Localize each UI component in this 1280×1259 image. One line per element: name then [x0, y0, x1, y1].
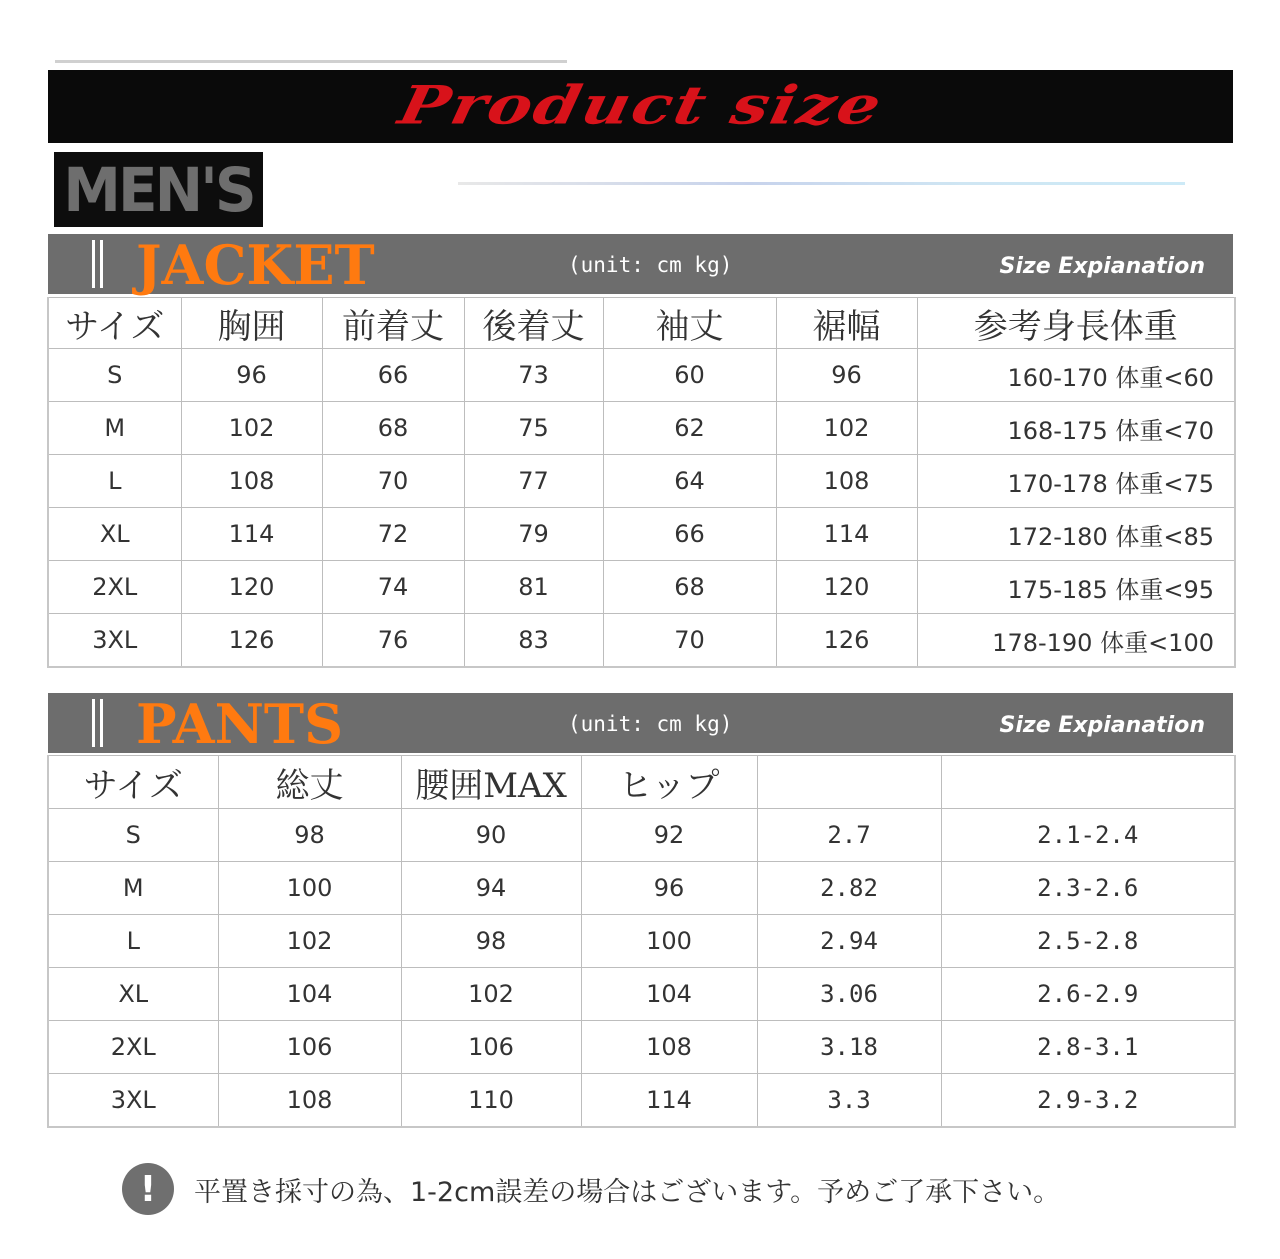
- table-row: [48, 561, 1235, 614]
- table-row: [48, 915, 1235, 968]
- table-cell: 64: [603, 455, 776, 508]
- col-header-sleeve: 袖丈: [603, 298, 776, 349]
- table-cell: 73: [464, 349, 603, 402]
- pants-size-table: [47, 755, 1236, 1128]
- table-cell: 3XL: [48, 1074, 218, 1128]
- col-header-total-length: 総丈: [218, 756, 401, 809]
- table-cell: 178-190 体重<100: [917, 614, 1235, 668]
- table-row: [48, 1021, 1235, 1074]
- table-row: [48, 614, 1235, 668]
- table-cell: 81: [464, 561, 603, 614]
- col-header-reference: 参考身長体重: [917, 298, 1235, 349]
- col-header-back-length: 後着丈: [464, 298, 603, 349]
- table-cell: 68: [322, 402, 464, 455]
- table-cell: 2.3-2.6: [941, 862, 1235, 915]
- table-cell: L: [48, 915, 218, 968]
- exclamation-icon: !: [122, 1163, 174, 1215]
- table-cell: 126: [776, 614, 917, 668]
- table-cell: 104: [581, 968, 757, 1021]
- jacket-header: [48, 233, 1233, 297]
- table-cell: 75: [464, 402, 603, 455]
- pants-size-explanation: Size Expianation: [999, 713, 1205, 738]
- table-cell: 160-170 体重<60: [917, 349, 1235, 402]
- table-cell: 2.9-3.2: [941, 1074, 1235, 1128]
- table-cell: 170-178 体重<75: [917, 455, 1235, 508]
- table-cell: 102: [218, 915, 401, 968]
- table-cell: 2XL: [48, 1021, 218, 1074]
- table-cell: 98: [401, 915, 581, 968]
- table-cell: 175-185 体重<95: [917, 561, 1235, 614]
- table-cell: 92: [581, 809, 757, 862]
- table-cell: 114: [776, 508, 917, 561]
- table-cell: 120: [181, 561, 322, 614]
- table-cell: 96: [776, 349, 917, 402]
- table-cell: 114: [581, 1074, 757, 1128]
- table-cell: 66: [603, 508, 776, 561]
- product-size-banner: [48, 70, 1233, 143]
- table-cell: 102: [401, 968, 581, 1021]
- table-row: [48, 508, 1235, 561]
- table-cell: 2.94: [757, 915, 941, 968]
- table-cell: 3.18: [757, 1021, 941, 1074]
- table-row: [48, 455, 1235, 508]
- table-cell: XL: [48, 968, 218, 1021]
- table-cell: 68: [603, 561, 776, 614]
- table-cell: 96: [581, 862, 757, 915]
- col-header-empty: [941, 756, 1235, 809]
- table-row: [48, 402, 1235, 455]
- jacket-unit: (unit: cm kg): [568, 253, 733, 277]
- table-cell: 70: [603, 614, 776, 668]
- table-cell: 108: [181, 455, 322, 508]
- table-cell: 120: [776, 561, 917, 614]
- table-cell: 106: [218, 1021, 401, 1074]
- table-cell: 74: [322, 561, 464, 614]
- table-header-row: [48, 756, 1235, 809]
- table-cell: 2.82: [757, 862, 941, 915]
- table-cell: 114: [181, 508, 322, 561]
- col-header-hip: ヒップ: [581, 756, 757, 809]
- table-row: [48, 349, 1235, 402]
- table-cell: 79: [464, 508, 603, 561]
- header-bars-icon: [92, 240, 106, 288]
- table-cell: S: [48, 809, 218, 862]
- table-cell: 62: [603, 402, 776, 455]
- table-cell: 100: [581, 915, 757, 968]
- col-header-front-length: 前着丈: [322, 298, 464, 349]
- table-cell: 77: [464, 455, 603, 508]
- table-cell: 94: [401, 862, 581, 915]
- table-cell: 2.1-2.4: [941, 809, 1235, 862]
- table-cell: 60: [603, 349, 776, 402]
- table-cell: M: [48, 862, 218, 915]
- table-cell: 110: [401, 1074, 581, 1128]
- jacket-title: JACKET: [136, 233, 375, 297]
- table-cell: 168-175 体重<70: [917, 402, 1235, 455]
- col-header-waist-max: 腰囲MAX: [401, 756, 581, 809]
- table-cell: 172-180 体重<85: [917, 508, 1235, 561]
- table-row: [48, 862, 1235, 915]
- table-cell: 76: [322, 614, 464, 668]
- table-cell: M: [48, 402, 181, 455]
- table-cell: S: [48, 349, 181, 402]
- table-cell: 126: [181, 614, 322, 668]
- table-cell: 102: [181, 402, 322, 455]
- table-cell: 3.3: [757, 1074, 941, 1128]
- table-cell: 108: [581, 1021, 757, 1074]
- col-header-size: サイズ: [48, 298, 181, 349]
- table-cell: 96: [181, 349, 322, 402]
- col-header-empty: [757, 756, 941, 809]
- measurement-note: [122, 1163, 1060, 1215]
- table-cell: 98: [218, 809, 401, 862]
- pants-title: PANTS: [136, 692, 344, 756]
- gradient-divider: [458, 182, 1185, 185]
- table-cell: 72: [322, 508, 464, 561]
- table-cell: 66: [322, 349, 464, 402]
- table-cell: 108: [776, 455, 917, 508]
- mens-badge: [54, 152, 263, 227]
- table-cell: 2.6-2.9: [941, 968, 1235, 1021]
- table-cell: 104: [218, 968, 401, 1021]
- table-cell: L: [48, 455, 181, 508]
- table-cell: 90: [401, 809, 581, 862]
- table-row: [48, 1074, 1235, 1128]
- banner-title: Product size: [392, 73, 889, 136]
- col-header-hem: 裾幅: [776, 298, 917, 349]
- table-row: [48, 968, 1235, 1021]
- table-cell: 83: [464, 614, 603, 668]
- jacket-size-explanation: Size Expianation: [999, 254, 1205, 279]
- mens-badge-text: MEN'S: [63, 153, 254, 226]
- table-cell: 108: [218, 1074, 401, 1128]
- col-header-size: サイズ: [48, 756, 218, 809]
- table-cell: 70: [322, 455, 464, 508]
- table-cell: 102: [776, 402, 917, 455]
- jacket-size-table: [47, 297, 1236, 668]
- table-cell: XL: [48, 508, 181, 561]
- table-cell: 100: [218, 862, 401, 915]
- note-text: 平置き採寸の為、1-2cm誤差の場合はございます。予めご了承下さい。: [194, 1176, 1061, 1208]
- header-bars-icon: [92, 699, 106, 747]
- table-cell: 106: [401, 1021, 581, 1074]
- top-divider: [55, 60, 567, 63]
- table-cell: 2.7: [757, 809, 941, 862]
- pants-unit: (unit: cm kg): [568, 712, 733, 736]
- table-header-row: [48, 298, 1235, 349]
- table-cell: 3XL: [48, 614, 181, 668]
- table-cell: 2.8-3.1: [941, 1021, 1235, 1074]
- table-cell: 2.5-2.8: [941, 915, 1235, 968]
- col-header-chest: 胸囲: [181, 298, 322, 349]
- table-cell: 3.06: [757, 968, 941, 1021]
- pants-header: [48, 692, 1233, 756]
- table-cell: 2XL: [48, 561, 181, 614]
- table-row: [48, 809, 1235, 862]
